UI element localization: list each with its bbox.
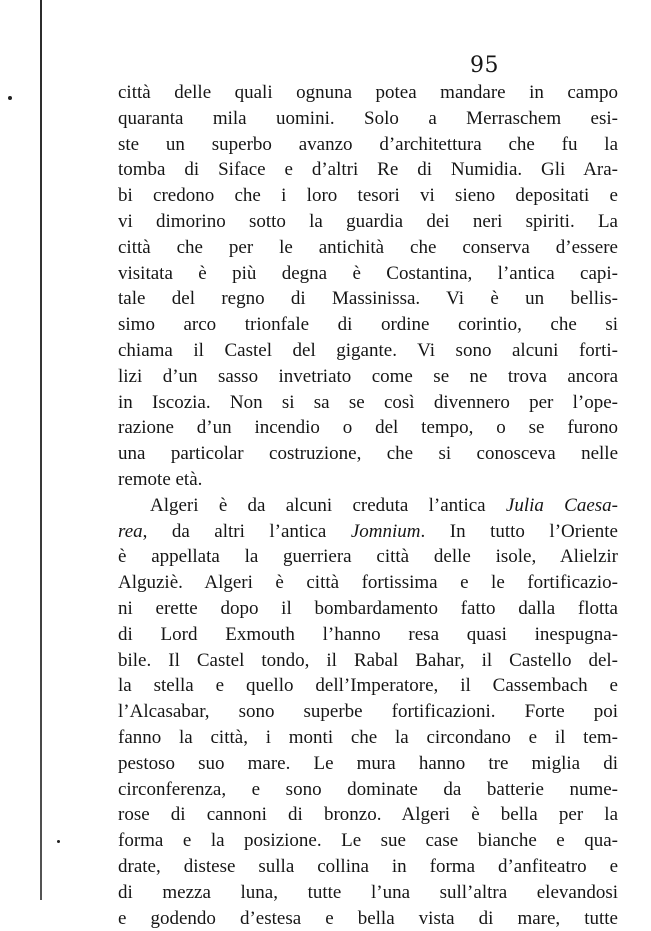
text-segment: vi dimorino sotto la guardia dei neri spiriti. La bbox=[118, 211, 618, 232]
text-segment: drate, distese sulla collina in forma d’anfiteatro e bbox=[118, 856, 618, 877]
text-segment: Alguziè. Algeri è città fortissima e le fortificazio- bbox=[118, 572, 618, 593]
text-segment: una particolar costruzione, che si conosceva nelle bbox=[118, 443, 618, 464]
text-line bbox=[118, 544, 618, 570]
text-line bbox=[118, 312, 618, 338]
text-segment: , da altri l’antica bbox=[143, 521, 351, 542]
text-line bbox=[118, 519, 618, 545]
text-line bbox=[118, 235, 618, 261]
italic-text: Jomnium bbox=[351, 521, 421, 542]
italic-text: Julia Caesa- bbox=[506, 495, 618, 516]
text-line bbox=[118, 338, 618, 364]
text-line bbox=[118, 725, 618, 751]
text-segment: forma e la posizione. Le sue case bianche e qua- bbox=[118, 830, 618, 851]
text-line bbox=[118, 906, 618, 931]
text-line bbox=[118, 286, 618, 312]
text-segment: bile. Il Castel tondo, il Rabal Bahar, il Castello del- bbox=[118, 650, 618, 671]
text-segment: bi credono che i loro tesori vi sieno depositati e bbox=[118, 185, 618, 206]
text-segment: tomba di Siface e d’altri Re di Numidia. Gli Ara- bbox=[118, 159, 618, 180]
text-line bbox=[118, 364, 618, 390]
text-segment: città che per le antichità che conserva d’essere bbox=[118, 237, 618, 258]
text-segment: razione d’un incendio o del tempo, o se furono bbox=[118, 417, 618, 438]
text-line bbox=[118, 390, 618, 416]
text-line bbox=[118, 415, 618, 441]
text-line bbox=[118, 596, 618, 622]
text-segment: città delle quali ognuna potea mandare in campo bbox=[118, 82, 618, 103]
text-line bbox=[118, 570, 618, 596]
text-segment: Algeri è da alcuni creduta l’antica bbox=[150, 495, 506, 516]
text-segment: ste un superbo avanzo d’architettura che fu la bbox=[118, 134, 618, 155]
text-segment: è appellata la guerriera città delle isole, Alielzir bbox=[118, 546, 618, 567]
text-line bbox=[118, 673, 618, 699]
text-segment: pestoso suo mare. Le mura hanno tre miglia di bbox=[118, 753, 618, 774]
text-segment: ni erette dopo il bombardamento fatto dalla flotta bbox=[118, 598, 618, 619]
text-segment: rose di cannoni di bronzo. Algeri è bella per la bbox=[118, 804, 618, 825]
text-segment: chiama il Castel del gigante. Vi sono alcuni forti- bbox=[118, 340, 618, 361]
text-segment: di Lord Exmouth l’hanno resa quasi inespugna- bbox=[118, 624, 618, 645]
text-line bbox=[118, 261, 618, 287]
page-gutter bbox=[40, 0, 42, 900]
text-line bbox=[118, 880, 618, 906]
text-segment: di mezza luna, tutte l’una sull’altra elevandosi bbox=[118, 882, 618, 903]
text-segment: e godendo d’estesa e bella vista di mare, tutte bbox=[118, 908, 618, 929]
text-line bbox=[118, 828, 618, 854]
scan-speck bbox=[57, 840, 60, 843]
text-segment: simo arco trionfale di ordine corintio, che si bbox=[118, 314, 618, 335]
text-segment: tale del regno di Massinissa. Vi è un bellis- bbox=[118, 288, 618, 309]
text-line bbox=[118, 209, 618, 235]
text-line bbox=[118, 80, 618, 106]
text-line bbox=[118, 467, 618, 493]
italic-text: rea bbox=[118, 521, 143, 542]
text-segment: l’Alcasabar, sono superbe fortificazioni. Forte poi bbox=[118, 701, 618, 722]
text-segment: in Iscozia. Non si sa se così divennero per l’ope- bbox=[118, 392, 618, 413]
text-line bbox=[118, 751, 618, 777]
text-segment: fanno la città, i monti che la circondano e il tem- bbox=[118, 727, 618, 748]
text-line bbox=[118, 441, 618, 467]
text-segment: quaranta mila uomini. Solo a Merraschem esi- bbox=[118, 108, 618, 129]
text-line bbox=[118, 854, 618, 880]
text-segment: visitata è più degna è Costantina, l’antica capi- bbox=[118, 263, 618, 284]
text-line bbox=[118, 699, 618, 725]
text-segment: . In tutto l’Oriente bbox=[421, 521, 618, 542]
text-segment: remote età. bbox=[118, 469, 202, 490]
body-text bbox=[118, 80, 618, 931]
text-line bbox=[118, 106, 618, 132]
text-segment: la stella e quello dell’Imperatore, il Cassembach e bbox=[118, 675, 618, 696]
text-line bbox=[118, 777, 618, 803]
text-line bbox=[118, 132, 618, 158]
text-line bbox=[118, 183, 618, 209]
text-line bbox=[118, 157, 618, 183]
text-line bbox=[118, 493, 618, 519]
text-segment: lizi d’un sasso invetriato come se ne trova ancora bbox=[118, 366, 618, 387]
text-line bbox=[118, 648, 618, 674]
page-number: 95 bbox=[470, 52, 499, 80]
scan-speck bbox=[8, 96, 12, 100]
text-line bbox=[118, 622, 618, 648]
text-line bbox=[118, 802, 618, 828]
text-segment: circonferenza, e sono dominate da batterie nume- bbox=[118, 779, 618, 800]
